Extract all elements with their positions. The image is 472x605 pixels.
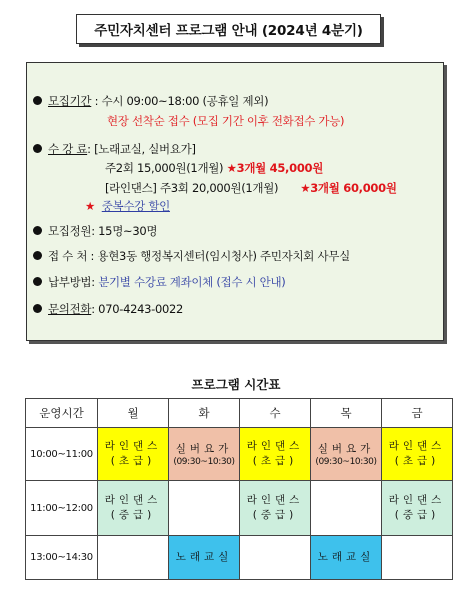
bullet-icon (33, 277, 42, 286)
course-group1-extra: ★3개월 45,000원 (226, 161, 324, 175)
payment-colon: : (91, 275, 95, 289)
recruit-period-note: 현장 선착순 접수 (모집 기간 이후 전화접수 가능) (107, 114, 345, 128)
class-name: 실버요가 (175, 442, 233, 455)
discount-text: 중복수강 할인 (101, 199, 170, 213)
recruit-period-label: 모집기간 (48, 94, 92, 108)
class-cell-thu (311, 428, 382, 481)
time-slot-cell: 10:00~11:00 (26, 428, 98, 481)
course-group2-line (105, 180, 397, 196)
header-tue: 화 (169, 399, 240, 428)
class-name: 라인댄스 (246, 494, 304, 506)
reception-label: 접 수 처 (48, 249, 88, 263)
capacity-text: 모집정원: 15명~30명 (48, 224, 158, 238)
bullet-icon (33, 144, 42, 153)
class-cell-tue (169, 536, 240, 580)
class-name: 라인댄스 (104, 494, 162, 506)
recruit-period-line (33, 93, 268, 109)
header-time: 운영시간 (26, 399, 98, 428)
header-wed: 수 (240, 399, 311, 428)
capacity-line (33, 223, 157, 239)
table-row (26, 428, 453, 481)
class-cell-fri (382, 481, 453, 536)
class-level: (중급) (252, 509, 298, 521)
course-group2-extra: ★3개월 60,000원 (300, 181, 397, 195)
class-name: 라인댄스 (388, 440, 446, 452)
course-group2-price: [라인댄스] 주3회 20,000원(1개월) (105, 181, 279, 195)
class-cell-thu (311, 481, 382, 536)
star-icon: ★ (85, 199, 96, 213)
timetable (25, 398, 453, 580)
course-group1-line (105, 160, 323, 176)
course-group1-name: [노래교실, 실버요가] (94, 142, 196, 156)
table-row (26, 481, 453, 536)
timetable-caption: 프로그램 시간표 (191, 377, 281, 392)
reception-line (33, 248, 350, 264)
class-name: 노래교실 (175, 551, 233, 563)
payment-value: 분기별 수강료 계좌이체 (접수 시 안내) (98, 275, 286, 289)
class-cell-fri (382, 536, 453, 580)
class-cell-wed (240, 536, 311, 580)
class-name: 실버요가 (317, 442, 375, 455)
timetable-header-row (26, 399, 453, 428)
bullet-icon (33, 251, 42, 260)
course-fee-line (33, 141, 196, 157)
class-name: 라인댄스 (246, 440, 304, 452)
class-level: (초급) (110, 455, 156, 467)
phone-line (33, 301, 183, 317)
header-fri: 금 (382, 399, 453, 428)
phone-value: : 070-4243-0022 (91, 302, 184, 316)
class-name: 라인댄스 (104, 440, 162, 452)
class-level: (중급) (110, 509, 156, 521)
class-cell-mon (98, 481, 169, 536)
course-fee-label: 수 강 료 (48, 142, 88, 156)
table-row (26, 536, 453, 580)
class-level: (중급) (394, 509, 440, 521)
payment-line (33, 274, 285, 290)
course-group1-price: 주2회 15,000원(1개월) (105, 161, 224, 175)
recruit-period-value: : 수시 09:00~18:00 (공휴일 제외) (94, 94, 269, 108)
class-cell-mon (98, 536, 169, 580)
header-mon: 월 (98, 399, 169, 428)
class-cell-tue (169, 428, 240, 481)
payment-label: 납부방법 (48, 275, 92, 289)
class-cell-fri (382, 428, 453, 481)
class-cell-tue (169, 481, 240, 536)
bullet-icon (33, 226, 42, 235)
reception-value: : 용현3동 행정복지센터(임시청사) 주민자치회 사무실 (90, 249, 350, 263)
time-slot-cell: 13:00~14:30 (26, 536, 98, 580)
class-cell-thu (311, 536, 382, 580)
class-level: (초급) (394, 455, 440, 467)
page-title-text: 주민자치센터 프로그램 안내 (2024년 4분기) (94, 23, 363, 39)
time-slot-cell: 11:00~12:00 (26, 481, 98, 536)
class-cell-wed (240, 428, 311, 481)
class-name: 노래교실 (317, 551, 375, 563)
class-level: (09:30~10:30) (173, 456, 235, 467)
header-thu: 목 (311, 399, 382, 428)
bullet-icon (33, 304, 42, 313)
class-level: (초급) (252, 455, 298, 467)
bullet-icon (33, 96, 42, 105)
phone-label: 문의전화 (48, 302, 92, 316)
course-fee-colon: : (87, 142, 91, 156)
discount-line (85, 198, 170, 214)
page-title (76, 14, 381, 44)
class-cell-mon (98, 428, 169, 481)
class-cell-wed (240, 481, 311, 536)
class-level: (09:30~10:30) (315, 456, 377, 467)
info-panel (26, 62, 444, 341)
class-name: 라인댄스 (388, 494, 446, 506)
